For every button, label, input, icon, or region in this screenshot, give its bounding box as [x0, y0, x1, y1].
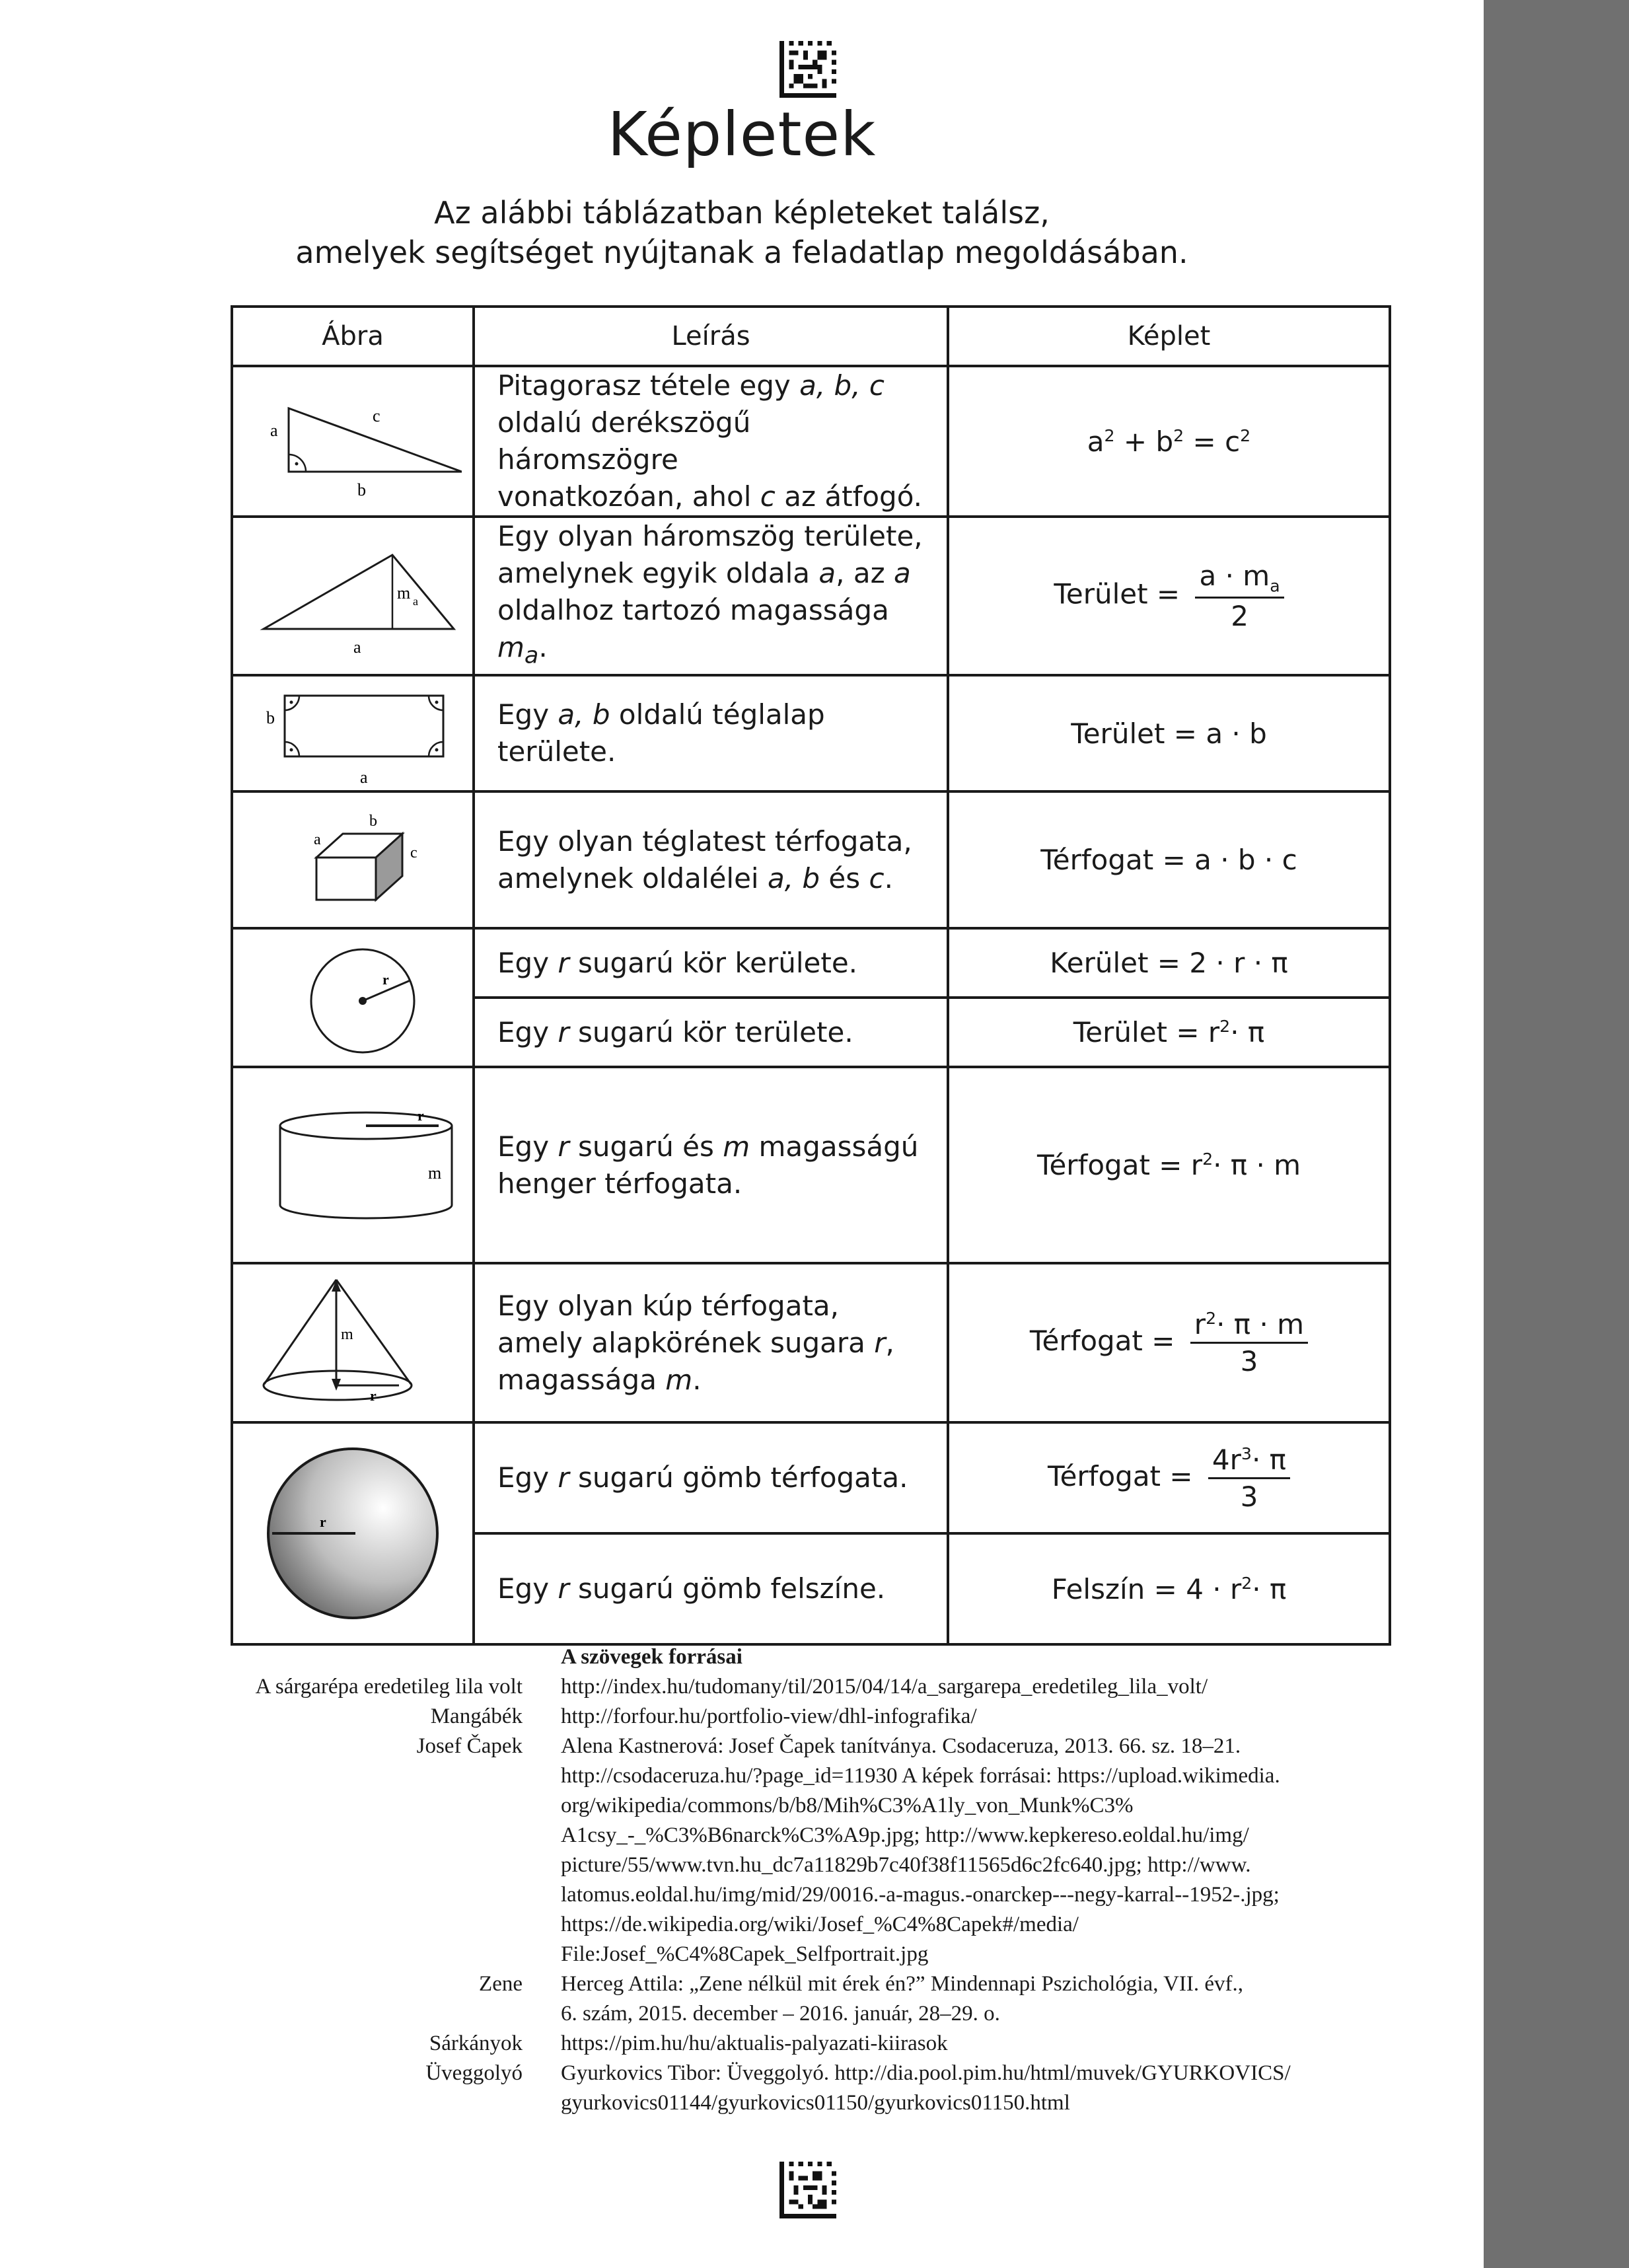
edge-label-a: a [314, 830, 321, 848]
table-row [232, 1422, 1390, 1533]
formula-cell: $a^2 + b^2 = c^2$ [948, 366, 1390, 517]
table-row [232, 928, 1390, 998]
description-cell: Pitagorasz tétele egy a, b, c oldalú derékszögű háromszögre vonatkozóan, ahol c az átfogó. [474, 366, 948, 517]
side-label-b: b [266, 708, 275, 728]
figure-cell [232, 517, 474, 675]
source-text [561, 2059, 1393, 2118]
figure-cell [232, 366, 474, 517]
formula-cell: Terület = a · b [948, 675, 1390, 791]
source-line: https://de.wikipedia.org/wiki/Josef_%C4%8Capek#/media/ [561, 1913, 1079, 1936]
triangle-height-figure [244, 530, 462, 662]
description-cell: Egy r sugarú kör területe. [474, 998, 948, 1067]
fraction: $\frac{r^2\cdot \pi \cdot m}{3}$ [1190, 1308, 1308, 1377]
source-label: Josef Čapek [416, 1734, 523, 1758]
formula-cell: Térfogat = $\frac{4r^3\cdot \pi}{3}$ [948, 1422, 1390, 1533]
figure-cell [232, 1422, 474, 1644]
column-header-formula: Képlet [948, 307, 1390, 366]
cylinder-figure [240, 1079, 465, 1251]
description-cell: Egy olyan kúp térfogata, amely alapkörének sugara r, magassága m. [474, 1263, 948, 1422]
figure-cell [232, 1263, 474, 1422]
table-row [232, 675, 1390, 791]
source-line: Alena Kastnerová: Josef Čapek tanítványa. Csodaceruza, 2013. 66. sz. 18–21. [561, 1734, 1241, 1758]
figure-cell [232, 1067, 474, 1263]
height-label: m [428, 1163, 442, 1183]
base-label: a [353, 638, 361, 657]
source-line: gyurkovics01144/gyurkovics01150/gyurkovics01150.html [561, 2091, 1070, 2115]
intro-line: Az alábbi táblázatban képleteket találsz, [434, 195, 1050, 231]
intro-text [0, 193, 1484, 272]
page-edge-bar [1484, 0, 1629, 2268]
source-line: org/wikipedia/commons/b/b8/Mih%C3%A1ly_von_Munk%C3% [561, 1794, 1134, 1817]
source-line: https://pim.hu/hu/aktualis-palyazati-kiirasok [561, 2031, 948, 2055]
figure-cell [232, 675, 474, 791]
source-text [561, 1969, 1393, 2029]
source-label: Mangábék [430, 1704, 523, 1728]
formula-cell: Térfogat = a · b · c [948, 791, 1390, 928]
formula-cell: Kerület = 2 · r · π [948, 928, 1390, 998]
circle-figure [244, 932, 462, 1064]
side-label-b: b [357, 480, 366, 499]
column-header-description: Leírás [474, 307, 948, 366]
table-row [232, 366, 1390, 517]
source-line: A1csy_-_%C3%B6narck%C3%A9p.jpg; http://www.kepkereso.eoldal.hu/img/ [561, 1823, 1249, 1847]
table-header-row [232, 307, 1390, 366]
side-label-a: a [360, 768, 368, 787]
source-line: Gyurkovics Tibor: Üveggolyó. http://dia.pool.pim.hu/html/muvek/GYURKOVICS/ [561, 2061, 1291, 2085]
formula-cell: Terület = $\frac{a \cdot m_a}{2}$ [948, 517, 1390, 675]
source-label: A sárgarépa eredetileg lila volt [255, 1675, 523, 1699]
right-triangle-figure [244, 375, 462, 507]
source-line: http://index.hu/tudomany/til/2015/04/14/a_sargarepa_eredetileg_lila_volt/ [561, 1675, 1208, 1699]
rectangle-figure [244, 677, 462, 789]
figure-cell [232, 928, 474, 1067]
source-line: 6. szám, 2015. december – 2016. január, 28–29. o. [561, 2002, 1000, 2026]
sphere-figure [240, 1428, 465, 1639]
page-title: Képletek [607, 99, 877, 170]
qr-code-icon [779, 41, 836, 98]
edge-label-b: b [369, 812, 377, 830]
description-cell: Egy r sugarú gömb térfogata. [474, 1422, 948, 1533]
source-label: Üveggolyó [425, 2061, 523, 2085]
description-cell: Egy olyan háromszög területe, amelynek egyik oldala a, az a oldalhoz tartozó magassága $m_a$. [474, 517, 948, 675]
description-cell: Egy r sugarú gömb felszíne. [474, 1533, 948, 1644]
source-label: Zene [479, 1972, 523, 1996]
qr-code-icon [779, 2162, 836, 2218]
table-row [232, 791, 1390, 928]
height-label: m [341, 1325, 353, 1343]
side-label-c: c [373, 406, 380, 425]
source-line: latomus.eoldal.hu/img/mid/29/0016.-a-magus.-onarckep---negy-karral--1952-.jpg; [561, 1883, 1280, 1907]
radius-label: r [370, 1387, 377, 1404]
side-label-a: a [270, 421, 278, 440]
sources-heading: A szövegek forrásai [561, 1645, 742, 1669]
height-label: m [397, 583, 411, 603]
radius-label: r [417, 1107, 424, 1124]
cone-figure [240, 1265, 465, 1421]
source-text [561, 1672, 1393, 1702]
formula-cell: Térfogat = $r^2\cdot \pi \cdot m$ [948, 1067, 1390, 1263]
fraction: $\frac{a \cdot m_a}{2}$ [1195, 560, 1284, 632]
table-row [232, 1263, 1390, 1422]
edge-label-c: c [410, 844, 417, 861]
intro-line: amelyek segítséget nyújtanak a feladatlap megoldásában. [295, 235, 1188, 270]
source-line: File:Josef_%C4%8Capek_Selfportrait.jpg [561, 1942, 929, 1966]
cuboid-figure [244, 794, 462, 926]
source-line: picture/55/www.tvn.hu_dc7a11829b7c40f38f11565d6c2fc640.jpg; http://www. [561, 1853, 1251, 1877]
description-cell: Egy r sugarú kör kerülete. [474, 928, 948, 998]
radius-label: r [320, 1514, 326, 1531]
source-text [561, 1732, 1393, 1969]
source-text [561, 2029, 1393, 2059]
source-line: Herceg Attila: „Zene nélkül mit érek én?” Mindennapi Pszichológia, VII. évf., [561, 1972, 1244, 1996]
fraction: $\frac{4r^3\cdot \pi}{3}$ [1208, 1444, 1290, 1513]
formula-cell: Felszín = $4 \cdot r^2\cdot \pi$ [948, 1533, 1390, 1644]
description-cell: Egy r sugarú és m magasságú henger térfogata. [474, 1067, 948, 1263]
formula-cell: Terület = $r^2\cdot \pi$ [948, 998, 1390, 1067]
svg-text:a: a [413, 595, 418, 608]
figure-cell [232, 791, 474, 928]
formula-table [231, 305, 1391, 1646]
table-row [232, 517, 1390, 675]
description-cell: Egy a, b oldalú téglalap területe. [474, 675, 948, 791]
source-line: http://csodaceruza.hu/?page_id=11930 A képek forrásai: https://upload.wikimedia. [561, 1764, 1280, 1788]
source-text [561, 1702, 1393, 1732]
source-label: Sárkányok [429, 2031, 523, 2055]
description-cell: Egy olyan téglatest térfogata, amelynek oldalélei a, b és c. [474, 791, 948, 928]
formula-cell: Térfogat = $\frac{r^2\cdot \pi \cdot m}{3}$ [948, 1263, 1390, 1422]
table-row [232, 1067, 1390, 1263]
radius-label: r [382, 971, 389, 988]
column-header-figure: Ábra [232, 307, 474, 366]
source-line: http://forfour.hu/portfolio-view/dhl-infografika/ [561, 1704, 977, 1728]
